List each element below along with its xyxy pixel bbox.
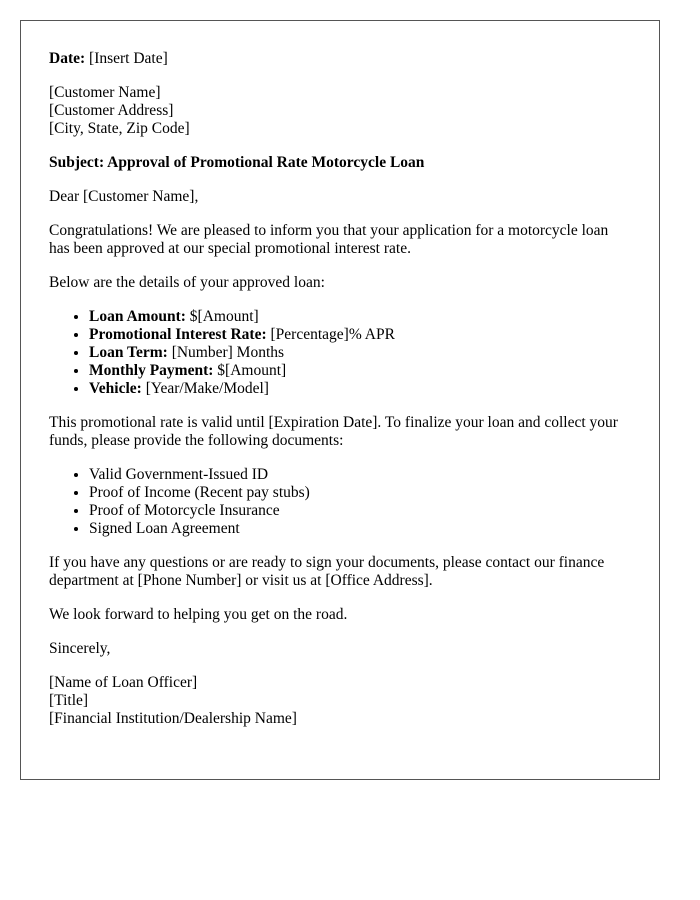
recipient-address: [Customer Address] [49,102,174,119]
loan-detail-label: Vehicle: [89,380,142,397]
documents-list [49,466,631,538]
loan-detail-label: Loan Amount: [89,308,186,325]
contact-paragraph: If you have any questions or are ready to sign your documents, please contact our finance department at [Phone Number] or visit us at [Office Address]. [49,554,605,589]
intro-paragraph: Congratulations! We are pleased to inform you that your application for a motorcycle loan has been approved at our special promotional interest rate. [49,222,609,257]
loan-detail-item [89,344,631,362]
loan-detail-item [89,326,631,344]
loan-detail-item [89,380,631,398]
loan-detail-value: $[Amount] [189,308,259,325]
officer-title: [Title] [49,692,89,709]
loan-details-list [49,308,631,398]
closing-paragraph: We look forward to helping you get on the road. [49,606,348,623]
document-item: • Signed Loan Agreement [89,520,631,538]
signoff: Sincerely, [49,640,111,657]
subject-text: Subject: Approval of Promotional Rate Motorcycle Loan [49,154,425,171]
recipient-city-state-zip: [City, State, Zip Code] [49,120,190,137]
loan-detail-value: [Year/Make/Model] [145,380,269,397]
validity-paragraph: This promotional rate is valid until [Expiration Date]. To finalize your loan and collect your funds, please provide the following documents: [49,414,618,449]
loan-detail-value: [Percentage]% APR [270,326,395,343]
document-item: • Proof of Income (Recent pay stubs) [89,484,631,502]
date-label: Date: [49,50,86,67]
date-value: [Insert Date] [89,50,168,67]
document-item: • Proof of Motorcycle Insurance [89,502,631,520]
letter-container [20,20,660,780]
loan-detail-label: Loan Term: [89,344,168,361]
details-intro: Below are the details of your approved loan: [49,274,325,291]
loan-detail-item [89,308,631,326]
recipient-address-block [49,84,631,138]
loan-detail-value: $[Amount] [217,362,287,379]
signature-block [49,674,631,728]
date-line [49,50,631,68]
institution-name: [Financial Institution/Dealership Name] [49,710,297,727]
subject-line [49,154,631,172]
document-item: • Valid Government-Issued ID [89,466,631,484]
salutation: Dear [Customer Name], [49,188,199,205]
recipient-name: [Customer Name] [49,84,161,101]
loan-detail-label: Monthly Payment: [89,362,214,379]
officer-name: [Name of Loan Officer] [49,674,198,691]
loan-detail-item [89,362,631,380]
loan-detail-label: Promotional Interest Rate: [89,326,267,343]
loan-detail-value: [Number] Months [171,344,285,361]
